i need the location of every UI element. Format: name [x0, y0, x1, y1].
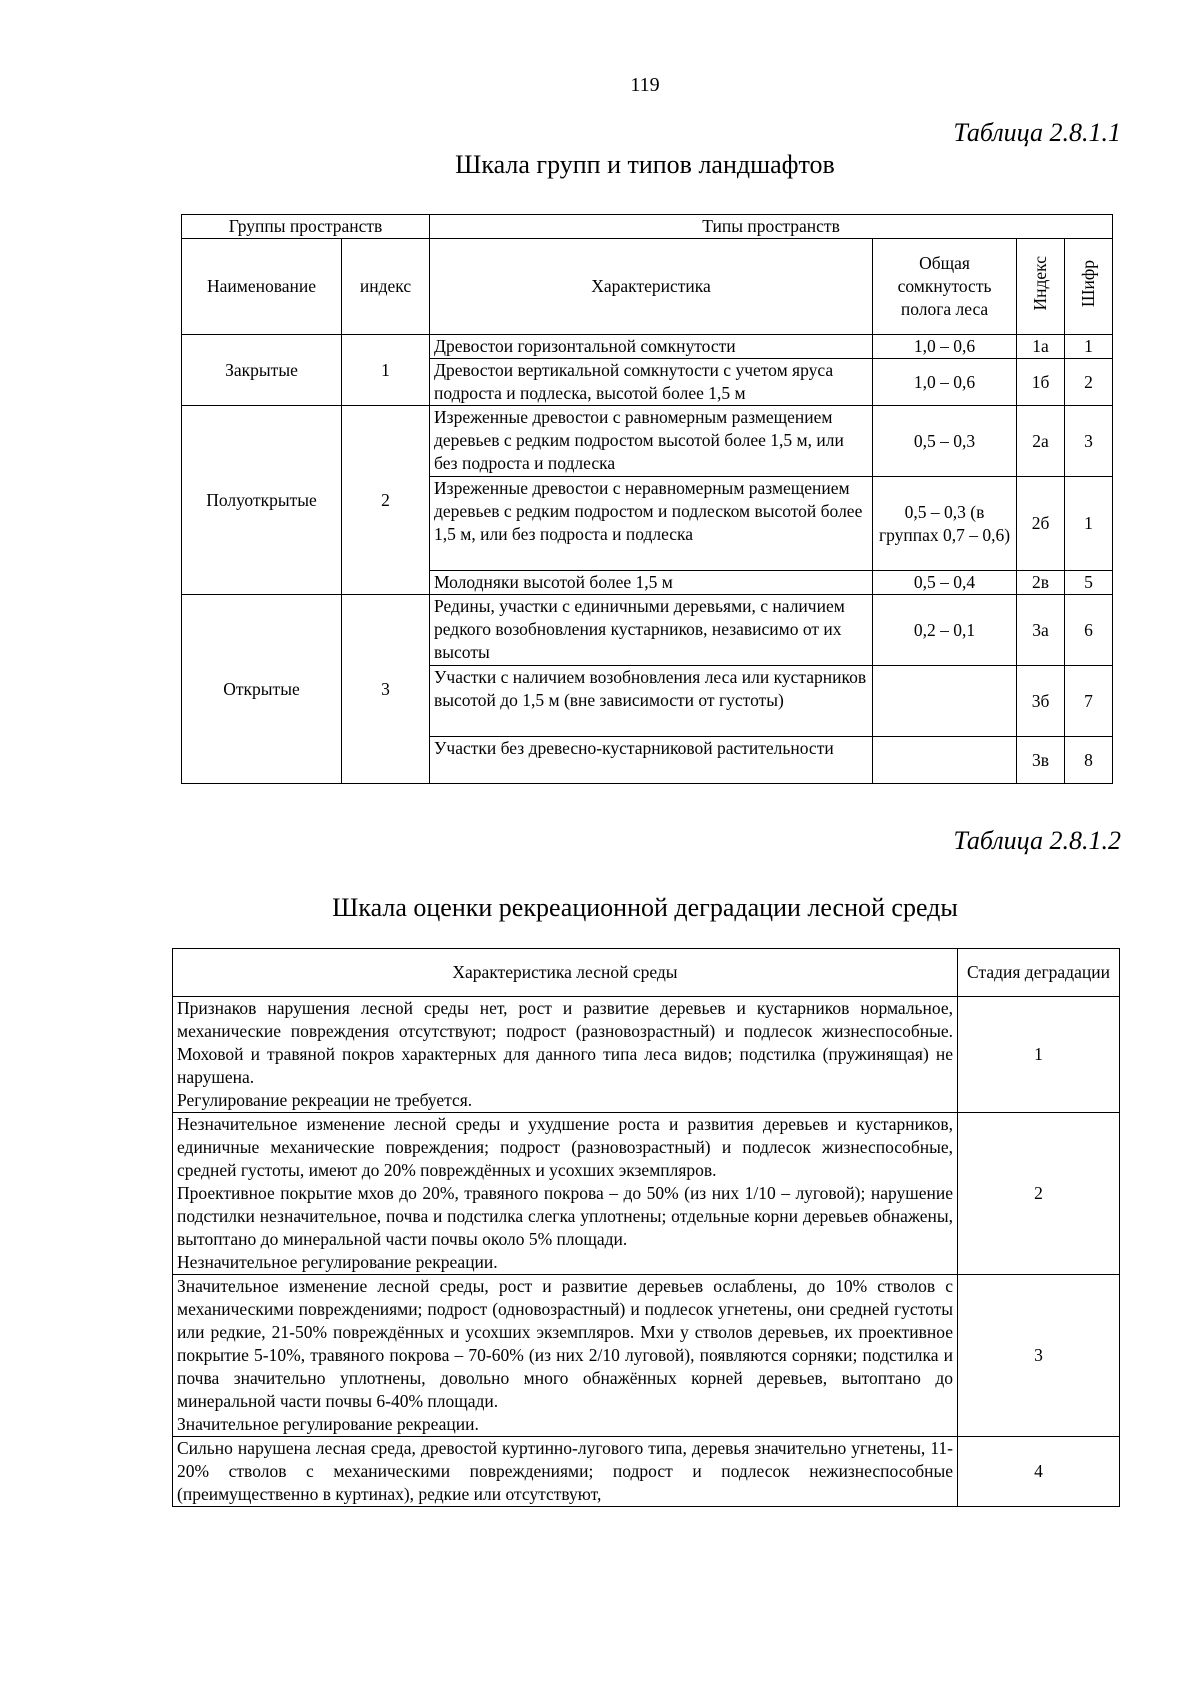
- type-index: 3а: [1017, 595, 1065, 666]
- description-paragraph: Незначительное регулирование рекреации.: [177, 1252, 498, 1272]
- description-paragraph: Незначительное изменение лесной среды и ухудшение роста и развития деревьев и кустарников, единичные механические повреждения; подрост (разновозрастный) и подлесок жизнеспособные, средней густоты, имеют до 20% повреждённых и усохших экземпляров.: [177, 1114, 953, 1180]
- group-name: Закрытые: [182, 335, 342, 406]
- table-row: [182, 335, 1113, 359]
- forest-description: [173, 1437, 958, 1507]
- forest-description: [173, 997, 958, 1113]
- type-closure: 1,0 – 0,6: [873, 359, 1017, 406]
- type-characteristic: Участки без древесно-кустарниковой растительности: [430, 737, 873, 784]
- type-code: 7: [1065, 666, 1113, 737]
- header-closure: Общая сомкнутость полога леса: [873, 239, 1017, 335]
- type-closure: 1,0 – 0,6: [873, 335, 1017, 359]
- degradation-stage: 1: [958, 997, 1120, 1113]
- header-index: индекс: [342, 239, 430, 335]
- description-paragraph: Сильно нарушена лесная среда, древостой куртинно-лугового типа, деревья значительно угнетены, 11-20% стволов с механическими повреждениями; подрост и подлесок нежизнеспособные (преимущественно в куртинах), редкие или отсутствуют,: [177, 1438, 953, 1504]
- header-name: Наименование: [182, 239, 342, 335]
- table-row: [173, 1275, 1120, 1437]
- type-characteristic: Изреженные древостои с равномерным размещением деревьев с редким подростом высотой более 1,5 м, или без подроста и подлеска: [430, 406, 873, 477]
- group-name: Открытые: [182, 595, 342, 784]
- header-code-text: Шифр: [1078, 259, 1099, 308]
- type-index: 1б: [1017, 359, 1065, 406]
- table-row: [173, 1113, 1120, 1275]
- table2-label: Таблица 2.8.1.2: [953, 826, 1121, 855]
- type-index: 1а: [1017, 335, 1065, 359]
- landscape-types-table: [181, 214, 1113, 784]
- type-characteristic: Молодняки высотой более 1,5 м: [430, 571, 873, 595]
- table2-title: Шкала оценки рекреационной деградации лесной среды: [332, 893, 958, 922]
- table-row: [173, 1437, 1120, 1507]
- type-code: 2: [1065, 359, 1113, 406]
- description-paragraph: Регулирование рекреации не требуется.: [177, 1090, 473, 1110]
- description-paragraph: Значительное регулирование рекреации.: [177, 1414, 479, 1434]
- type-index: 2а: [1017, 406, 1065, 477]
- type-closure: 0,5 – 0,3: [873, 406, 1017, 477]
- group-index: 2: [342, 406, 430, 595]
- type-closure: 0,5 – 0,4: [873, 571, 1017, 595]
- header-stage: Стадия деградации: [958, 949, 1120, 997]
- table1-title: Шкала групп и типов ландшафтов: [455, 150, 835, 179]
- header-type-index: [1017, 239, 1065, 335]
- type-characteristic: Древостои вертикальной сомкнутости с учетом яруса подроста и подлеска, высотой более 1,5 м: [430, 359, 873, 406]
- type-closure: 0,2 – 0,1: [873, 595, 1017, 666]
- forest-description: [173, 1113, 958, 1275]
- type-characteristic: Изреженные древостои с неравномерным размещением деревьев с редким подростом и подлеском высотой более 1,5 м, или без подроста и подлеска: [430, 477, 873, 571]
- type-code: 6: [1065, 595, 1113, 666]
- type-characteristic: Участки с наличием возобновления леса или кустарников высотой до 1,5 м (вне зависимости от густоты): [430, 666, 873, 737]
- type-index: 2б: [1017, 477, 1065, 571]
- table-row: [182, 406, 1113, 477]
- group-index: 1: [342, 335, 430, 406]
- group-name: Полуоткрытые: [182, 406, 342, 595]
- header-groups: Группы пространств: [182, 215, 430, 239]
- description-paragraph: Признаков нарушения лесной среды нет, рост и развитие деревьев и кустарников нормальное, механические повреждения отсутствуют; подрост (разновозрастный) и подлесок жизнеспособные. Моховой и травяной покров характерных для данного типа леса видов; подстилка (пружинящая) не нарушена.: [177, 998, 953, 1087]
- type-index: 3в: [1017, 737, 1065, 784]
- page-number: 119: [630, 74, 660, 96]
- type-code: 8: [1065, 737, 1113, 784]
- type-index: 2в: [1017, 571, 1065, 595]
- description-paragraph: Значительное изменение лесной среды, рост и развитие деревьев ослаблены, до 10% стволов с механическими повреждениями; подрост (одновозрастный) и подлесок угнетены, они средней густоты или редкие, 21-50% повреждённых и усохших экземпляров. Мхи у стволов деревьев, их проективное покрытие 5-10%, травяного покрова – 70-60% (из них 2/10 луговой), появляются сорняки; подстилка и почва значительно уплотнены, довольно много обнажённых корней деревьев, вытоптано до минеральной части почвы 6-40% площади.: [177, 1276, 953, 1411]
- degradation-stage: 4: [958, 1437, 1120, 1507]
- header-forest-characteristic: Характеристика лесной среды: [173, 949, 958, 997]
- group-index: 3: [342, 595, 430, 784]
- header-characteristic: Характеристика: [430, 239, 873, 335]
- degradation-scale-table: [172, 948, 1120, 1507]
- type-code: 3: [1065, 406, 1113, 477]
- degradation-stage: 2: [958, 1113, 1120, 1275]
- type-code: 1: [1065, 477, 1113, 571]
- type-index: 3б: [1017, 666, 1065, 737]
- type-closure: [873, 666, 1017, 737]
- type-closure: 0,5 – 0,3 (в группах 0,7 – 0,6): [873, 477, 1017, 571]
- header-type-index-text: Индекс: [1030, 256, 1051, 311]
- type-code: 5: [1065, 571, 1113, 595]
- forest-description: [173, 1275, 958, 1437]
- header-types: Типы пространств: [430, 215, 1113, 239]
- header-code: [1065, 239, 1113, 335]
- type-code: 1: [1065, 335, 1113, 359]
- table1-label: Таблица 2.8.1.1: [953, 118, 1121, 147]
- type-characteristic: Древостои горизонтальной сомкнутости: [430, 335, 873, 359]
- table-row: [182, 595, 1113, 666]
- description-paragraph: Проективное покрытие мхов до 20%, травяного покрова – до 50% (из них 1/10 – луговой); нарушение подстилки незначительное, почва и подстилка слегка уплотнены; отдельные корни деревьев обнажены, вытоптано до минеральной части почвы около 5% площади.: [177, 1183, 953, 1249]
- type-characteristic: Редины, участки с единичными деревьями, с наличием редкого возобновления кустарников, независимо от их высоты: [430, 595, 873, 666]
- table-row: [173, 997, 1120, 1113]
- type-closure: [873, 737, 1017, 784]
- degradation-stage: 3: [958, 1275, 1120, 1437]
